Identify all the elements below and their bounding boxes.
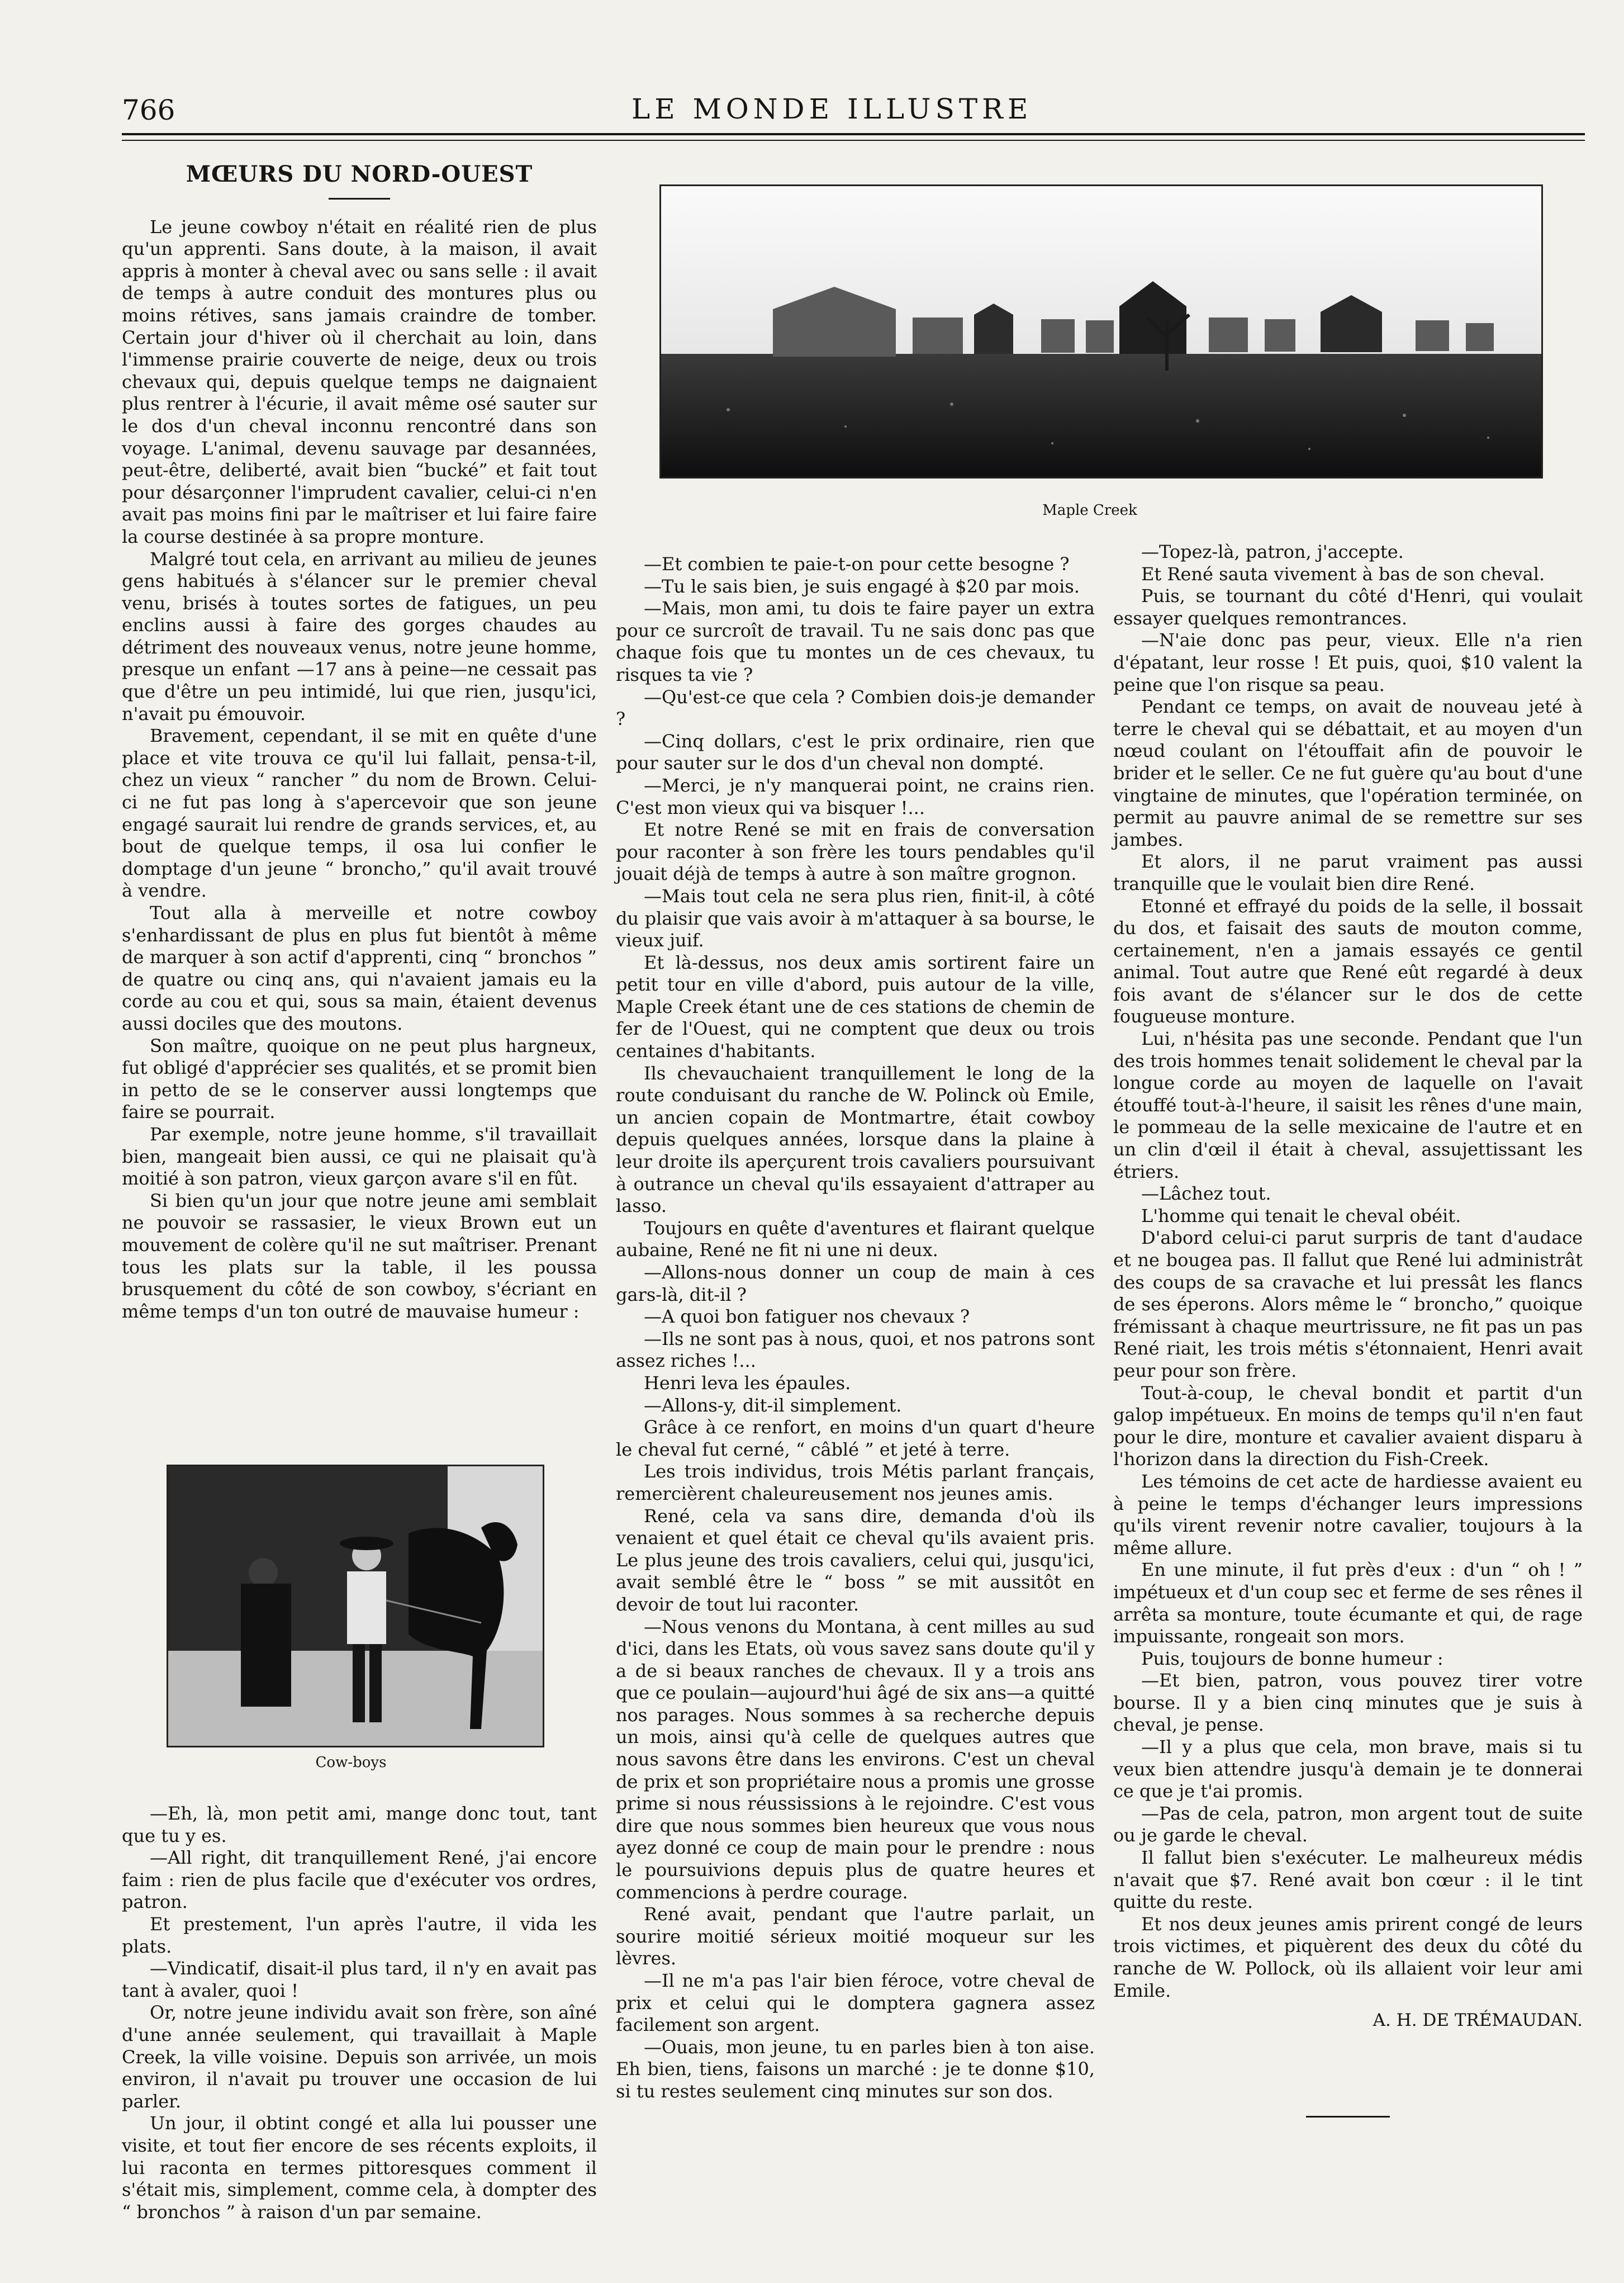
page-number: 766 — [122, 94, 175, 126]
paragraph: —Il ne m'a pas l'air bien féroce, votre cheval de prix et celui qui le domptera gagnera assez facilement son argent. — [616, 1970, 1095, 2036]
paragraph: Et prestement, l'un après l'autre, il vida les plats. — [122, 1913, 597, 1957]
paragraph: Bravement, cependant, il se mit en quête d'une place et vite trouva ce qu'il lui fallait, pensa-t-il, chez un vieux “ rancher ” du nom de Brown. Celui-ci ne fut pas long à s'apercevoir que son jeune engagé saurait lui rendre de grands services, et, au bout de quelque temps, il osa lui confier le domptage d'un jeune “ broncho,” qu'il avait trouvé à vendre. — [122, 725, 597, 902]
paragraph: —Eh, là, mon petit ami, mange donc tout, tant que tu y es. — [122, 1803, 597, 1846]
paragraph: Malgré tout cela, en arrivant au milieu de jeunes gens habitués à s'élancer sur le premier cheval venu, brisés à toutes sortes de fatigues, un peu enclins aussi à faire des gorges chaudes au détriment des nouveaux venus, notre jeune homme, presque un enfant —17 ans à peine—ne cessait pas que d'être un peu intimidé, lui que rien, jusqu'ici, n'avait pu émouvoir. — [122, 548, 597, 724]
paragraph: —N'aie donc pas peur, vieux. Elle n'a rien d'épatant, leur rosse ! Et puis, quoi, $10 valent la peine que l'on risque sa peau. — [1113, 629, 1583, 695]
paragraph: Or, notre jeune individu avait son frère, son aîné d'une année seulement, qui travaillait à Maple Creek, la ville voisine. Depuis son arrivée, un mois environ, il n'avait pu trouver une occasion de lui parler. — [122, 2002, 597, 2112]
paragraph: Et alors, il ne parut vraiment pas aussi tranquille que le voulait bien dire René. — [1113, 851, 1583, 894]
end-rule — [1306, 2116, 1390, 2118]
maple-creek-photo — [659, 184, 1543, 479]
paragraph: En une minute, il fut près d'eux : d'un “ oh ! ” impétueux et d'un coup sec et ferme de ses rênes il arrêta sa monture, toute écumante et qui, de rage impuissante, rongeait son mors. — [1113, 1559, 1583, 1647]
paragraph: —Pas de cela, patron, mon argent tout de suite ou je garde le cheval. — [1113, 1802, 1583, 1846]
author-signature — [1113, 2010, 1583, 2032]
paragraph: Lui, n'hésita pas une seconde. Pendant que l'un des trois hommes tenait solidement le cheval par la longue corde au moyen de laquelle on l'avait étouffé tout-à-l'heure, il saisit les rênes d'une main, le pommeau de la selle mexicaine de l'autre et en un clin d'œil il était à cheval, assujettissant les étriers. — [1113, 1028, 1583, 1182]
paragraph: —Tu le sais bien, je suis engagé à $20 par mois. — [644, 575, 1080, 597]
article-column-2 — [616, 553, 1095, 2103]
paragraph: —Qu'est-ce que cela ? Combien dois-je demander ? — [616, 686, 1095, 730]
paragraph: —Allons-y, dit-il simplement. — [644, 1394, 902, 1416]
paragraph: Si bien qu'un jour que notre jeune ami semblait ne pouvoir se rassasier, le vieux Brown eut un mouvement de colère qu'il ne sut maîtriser. Prenant tous les plats sur la table, il les poussa brusquement du côté de son cowboy, s'écriant en même temps d'un ton outré de mauvaise humeur : — [122, 1190, 597, 1322]
paragraph: Tout alla à merveille et notre cowboy s'enhardissant de plus en plus fut bientôt à même de marquer à son actif d'apprenti, cinq “ bronchos ” de quatre ou cinq ans, qui n'avaient jamais eu la corde au cou et qui, sous sa main, étaient devenus aussi dociles que des moutons. — [122, 902, 597, 1034]
paragraph: Les trois individus, trois Métis parlant français, remercièrent chaleureusement nos jeunes amis. — [616, 1461, 1095, 1504]
paragraph: Son maître, quoique on ne peut plus hargneux, fut obligé d'apprécier ses qualités, et se promit bien in petto de se le conserver aussi longtemps que faire se pourrait. — [122, 1035, 597, 1123]
paragraph: Etonné et effrayé du poids de la selle, il bossait du dos, et faisait des sauts de mouton comme, certainement, n'en a jamais essayés ce gentil animal. Tout autre que René eût regardé à deux fois avant de s'élancer sur le dos de cette fougueuse monture. — [1113, 895, 1583, 1027]
paragraph: —Mais, mon ami, tu dois te faire payer un extra pour ce surcroît de travail. Tu ne sais donc pas que chaque fois que tu montes un de ces chevaux, tu risques ta vie ? — [616, 598, 1095, 685]
paragraph: L'homme qui tenait le cheval obéit. — [1141, 1205, 1461, 1226]
paragraph: —Ouais, mon jeune, tu en parles bien à ton aise. Eh bien, tiens, faisons un marché : je te donne $10, si tu restes seulement cinq minutes sur son dos. — [616, 2036, 1095, 2102]
paragraph: Ils chevauchaient tranquillement le long de la route conduisant du ranche de W. Polinck où Emile, un ancien copain de Montmartre, était cowboy depuis quelques années, lorsque dans la plaine à leur droite ils aperçurent trois cavaliers poursuivant à outrance un cheval qu'ils essayaient d'attraper au lasso. — [616, 1062, 1095, 1217]
paragraph: René avait, pendant que l'autre parlait, un sourire moitié sérieux moitié moqueur sur les lèvres. — [616, 1903, 1095, 1969]
paragraph: —Et combien te paie-t-on pour cette besogne ? — [644, 553, 1070, 575]
paragraph: —Ils ne sont pas à nous, quoi, et nos patrons sont assez riches !... — [616, 1328, 1095, 1372]
paragraph: Il fallut bien s'exécuter. Le malheureux médis n'avait que $7. René avait bon cœur : il le tint quitte du reste. — [1113, 1847, 1583, 1913]
author-surname: TRÉMAUDAN. — [1454, 2010, 1583, 2031]
paragraph: Pendant ce temps, on avait de nouveau jeté à terre le cheval qui se débattait, et au moyen d'un nœud coulant on l'étouffait afin de pouvoir le brider et le seller. Ce ne fut guère qu'au bout d'une vingtaine de minutes, que l'opération terminée, on permit au pauvre animal de se remettre sur ses jambes. — [1113, 696, 1583, 850]
paragraph: —Topez-là, patron, j'accepte. — [1141, 541, 1404, 562]
paragraph: —A quoi bon fatiguer nos chevaux ? — [644, 1306, 970, 1328]
cowboys-caption: Cow-boys — [315, 1754, 387, 1771]
paragraph: Henri leva les épaules. — [644, 1372, 851, 1394]
paragraph: Et notre René se mit en frais de conversation pour raconter à son frère les tours pendables qu'il jouait déjà de temps à autre à son maître grognon. — [616, 819, 1095, 885]
paragraph: —Cinq dollars, c'est le prix ordinaire, rien que pour sauter sur le dos d'un cheval non dompté. — [616, 730, 1095, 774]
paragraph: —Mais tout cela ne sera plus rien, finit-il, à côté du plaisir que vais avoir à m'attaquer à sa bourse, le vieux juif. — [616, 885, 1095, 951]
cowboys-photo — [167, 1465, 544, 1747]
paragraph: Un jour, il obtint congé et alla lui pousser une visite, et tout fier encore de ses récents exploits, il lui raconta en termes pittoresques comment il s'était mis, simplement, comme cela, à dompter des “ bronchos ” à raison d'un par semaine. — [122, 2113, 597, 2223]
paragraph: Puis, toujours de bonne humeur : — [1141, 1647, 1443, 1669]
paragraph: Puis, se tournant du côté d'Henri, qui voulait essayer quelques remontrances. — [1113, 585, 1583, 629]
paragraph: Et René sauta vivement à bas de son cheval. — [1141, 563, 1545, 585]
article-column-1-continued — [122, 1803, 597, 2223]
paragraph: Toujours en quête d'aventures et flairant quelque aubaine, René ne fit ni une ni deux. — [616, 1217, 1095, 1261]
paragraph: Par exemple, notre jeune homme, s'il travaillait bien, mangeait bien aussi, ce qui ne plaisait qu'à moitié à son patron, vieux garçon avare s'il en fût. — [122, 1123, 597, 1190]
paragraph: —Nous venons du Montana, à cent milles au sud d'ici, dans les Etats, où vous savez sans doute qu'il y a de si beaux ranches de chevaux. Il y a trois ans que ce poulain—aujourd'hui âgé de six ans—a quitté nos parages. Nous sommes à sa recherche depuis un mois, ainsi qu'à celle de quelques autres que nous savons être dans les environs. C'est un cheval de prix et son propriétaire nous a promis une grosse prime si nous réussissions à le rejoindre. C'est vous dire que nous sommes bien heureux que vous nous ayez donné ce coup de main pour le prendre : nous le poursuivions depuis plus de quatre heures et commencions à perdre courage. — [616, 1616, 1095, 1903]
paragraph: D'abord celui-ci parut surpris de tant d'audace et ne bougea pas. Il fallut que René lui administrât des coups de sa cravache et lui pressât les flancs de ses éperons. Alors même le “ broncho,” quoique frémissant à chaque meurtrissure, ne fit pas un pas René riait, les trois métis s'étonnaient, Henri avait peur pour son frère. — [1113, 1227, 1583, 1381]
paragraph: —Lâchez tout. — [1141, 1183, 1271, 1205]
paragraph: —Vindicatif, disait-il plus tard, il n'y en avait pas tant à avaler, quoi ! — [122, 1958, 597, 2001]
column-1-body — [122, 216, 597, 1323]
maple-creek-caption: Maple Creek — [1042, 502, 1137, 519]
paragraph: Et là-dessus, nos deux amis sortirent faire un petit tour en ville d'abord, puis autour de la ville, Maple Creek étant une de ces stations de chemin de fer de l'Ouest, qui ne comptent que deux ou trois centaines d'habitants. — [616, 951, 1095, 1062]
author-initials: A. H. DE — [1373, 2010, 1449, 2031]
paragraph: —Merci, je n'y manquerai point, ne crains rien. C'est mon vieux qui va bisquer !... — [616, 774, 1095, 818]
article-title: MŒURS DU NORD-OUEST — [186, 161, 533, 187]
header-rule-thin — [122, 140, 1585, 141]
paragraph: Le jeune cowboy n'était en réalité rien de plus qu'un apprenti. Sans doute, à la maison, il avait appris à monter à cheval avec ou sans selle : il avait de temps à autre conduit des montures plus ou moins rétives, sans jamais craindre de tomber. Certain jour d'hiver où il cherchait au loin, dans l'immense prairie couverte de neige, deux ou trois chevaux qui, depuis quelque temps ne daignaient plus rentrer à l'écurie, il avait même osé sauter sur le dos d'un cheval inconnu rencontré dans son voyage. L'animal, devenu sauvage par desannées, peut-être, deliberté, avait bien “bucké” et fait tout pour désarçonner l'imprudent cavalier, celui-ci n'en avait pas moins fini par le maîtriser et lui faire faire la course destinée à sa propre monture. — [122, 216, 597, 547]
paragraph: —Allons-nous donner un coup de main à ces gars-là, dit-il ? — [616, 1262, 1095, 1305]
paragraph: Et nos deux jeunes amis prirent congé de leurs trois victimes, et piquèrent des deux du côté du ranche de W. Pollock, où ils allaient voir leur ami Emile. — [1113, 1913, 1583, 2001]
paragraph: —Il y a plus que cela, mon brave, mais si tu veux bien attendre jusqu'à demain je te donnerai ce que je t'ai promis. — [1113, 1736, 1583, 1802]
article-column-3 — [1113, 541, 1583, 2118]
title-rule — [329, 198, 390, 200]
paragraph: Grâce à ce renfort, en moins d'un quart d'heure le cheval fut cerné, “ câblé ” et jeté à terre. — [616, 1417, 1095, 1460]
column-3-body — [1113, 541, 1583, 2002]
paragraph: —All right, dit tranquillement René, j'ai encore faim : rien de plus facile que d'exécuter vos ordres, patron. — [122, 1847, 597, 1913]
column-2-body — [616, 553, 1095, 2103]
header-rule — [122, 133, 1585, 135]
article-column-1 — [122, 163, 597, 1323]
paragraph: Les témoins de cet acte de hardiesse avaient eu à peine le temps d'échanger leurs impressions qu'ils virent revenir notre cavalier, toujours à la même allure. — [1113, 1470, 1583, 1559]
paragraph: —Et bien, patron, vous pouvez tirer votre bourse. Il y a bien cinq minutes que je suis à cheval, je pense. — [1113, 1670, 1583, 1736]
paragraph: Tout-à-coup, le cheval bondit et partit d'un galop impétueux. En moins de temps qu'il n'en faut pour le dire, monture et cavalier avaient disparu à l'horizon dans la direction du Fish-Creek. — [1113, 1382, 1583, 1470]
column-1-continued-body — [122, 1803, 597, 2223]
masthead: LE MONDE ILLUSTRE — [631, 93, 1033, 125]
paragraph: René, cela va sans dire, demanda d'où ils venaient et quel était ce cheval qu'ils avaient pris. Le plus jeune des trois cavaliers, celui qui, jusqu'ici, avait semblé être le “ boss ” se mit aussitôt en devoir de tout lui raconter. — [616, 1505, 1095, 1615]
